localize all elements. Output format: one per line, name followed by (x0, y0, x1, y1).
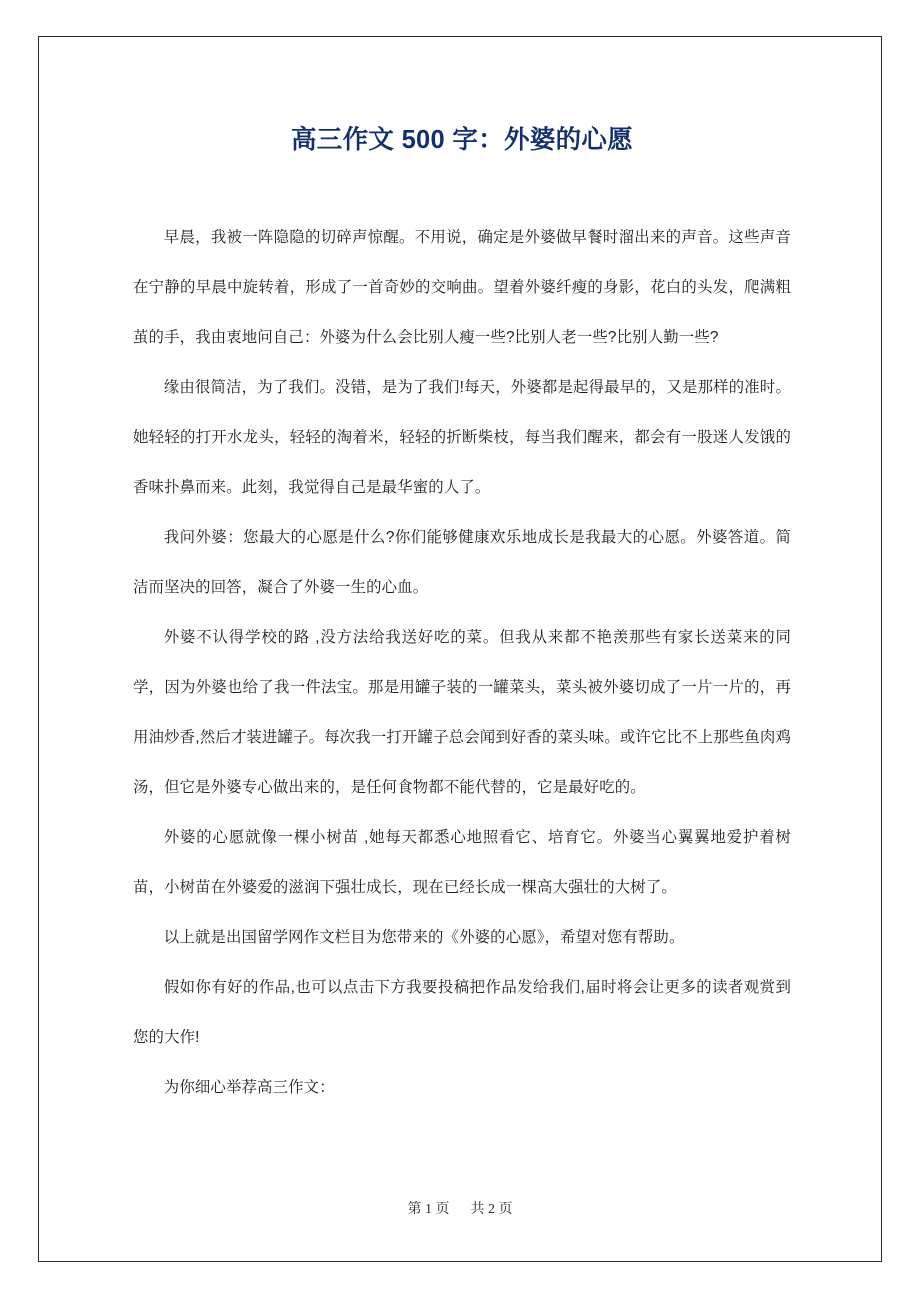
footer-current-page: 第 1 页 (407, 1202, 450, 1217)
footer-total-pages: 共 2 页 (470, 1202, 513, 1217)
paragraph: 为你细心举荐高三作文： (163, 1079, 335, 1097)
paragraph: 外婆的心愿就像一棵小树苗 ,她每天都悉心地照看它、培育它。外婆当心翼翼地爱护着树苗，小树苗在外婆爱的滋润下强壮成长，现在已经长成一棵高大强壮的大树了。 (133, 829, 791, 897)
paragraph: 缘由很简洁，为了我们。没错，是为了我们!每天，外婆都是起得最早的，又是那样的准时。她轻轻的打开水龙头，轻轻的淘着米，轻轻的折断柴枝，每当我们醒来，都会有一股迷人发饿的香味扑鼻而来。此刻，我觉得自己是最华蜜的人了。 (133, 379, 791, 497)
paragraph: 我问外婆：您最大的心愿是什么?你们能够健康欢乐地成长是我最大的心愿。外婆答道。简洁而坚决的回答，凝合了外婆一生的心血。 (133, 529, 791, 597)
paragraph: 早晨，我被一阵隐隐的切碎声惊醒。不用说，确定是外婆做早餐时溜出来的声音。这些声音在宁静的早晨中旋转着，形成了一首奇妙的交响曲。望着外婆纤瘦的身影，花白的头发，爬满粗茧的手，我由衷地问自己：外婆为什么会比别人瘦一些?比别人老一些?比别人勤一些? (133, 229, 791, 347)
page-title: 高三作文 500 字：外婆的心愿 (290, 126, 633, 154)
page-footer (38, 1198, 882, 1218)
paragraph: 假如你有好的作品,也可以点击下方我要投稿把作品发给我们,届时将会让更多的读者观赏到您的大作! (133, 979, 791, 1047)
paragraph: 外婆不认得学校的路 ,没方法给我送好吃的菜。但我从来都不艳羡那些有家长送菜来的同学，因为外婆也给了我一件法宝。那是用罐子装的一罐菜头，菜头被外婆切成了一片一片的，再用油炒香,然后才装进罐子。每次我一打开罐子总会闻到好香的菜头味。或许它比不上那些鱼肉鸡汤，但它是外婆专心做出来的，是任何食物都不能代替的，它是最好吃的。 (133, 629, 791, 797)
document-content (133, 36, 791, 1113)
article-body (133, 213, 791, 1113)
paragraph: 以上就是出国留学网作文栏目为您带来的《外婆的心愿》，希望对您有帮助。 (163, 929, 685, 947)
